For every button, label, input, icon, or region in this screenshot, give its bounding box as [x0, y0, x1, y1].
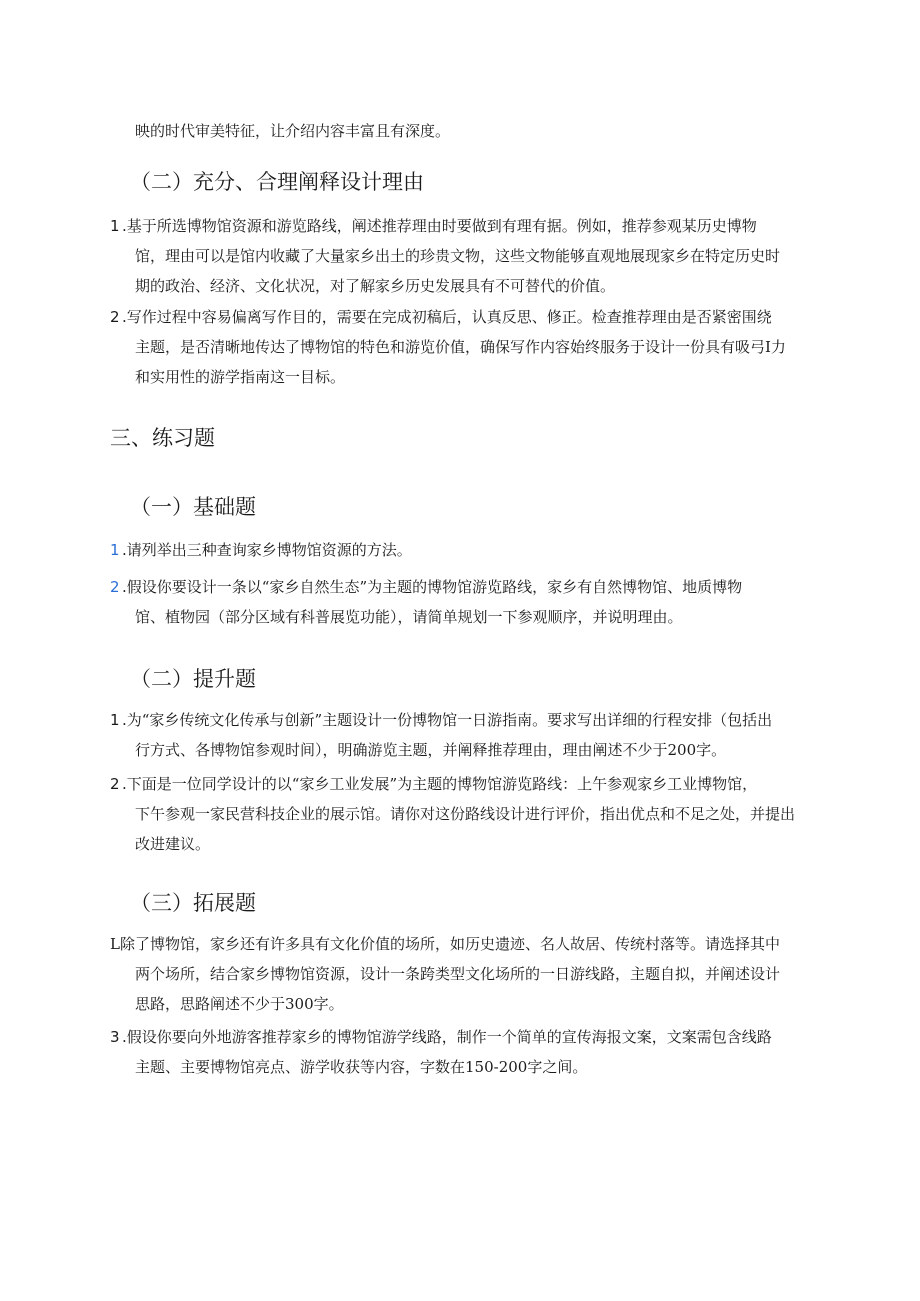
section-heading-exercises: 三、练习题: [110, 426, 215, 450]
text-line: .请列举出三种查询家乡博物馆资源的方法。: [122, 541, 412, 559]
list-item-number: 2: [110, 308, 120, 326]
text-line: 两个场所，结合家乡博物馆资源，设计一条跨类型文化场所的一日游线路，主题自拟，并阐述设计: [135, 965, 781, 983]
text-line: 和实用性的游学指南这一目标。: [135, 368, 346, 386]
subsection-heading-extension: （三）拓展题: [130, 891, 256, 915]
text-line: 馆，理由可以是馆内收藏了大量家乡出土的珍贵文物，这些文物能够直观地展现家乡在特定历史时: [135, 247, 781, 265]
list-item-number: 1: [110, 217, 120, 235]
text-line: 行方式、各博物馆参观时间），明确游览主题，并阐释推荐理由，理由阐述不少于200字。: [135, 741, 727, 759]
list-item-number: 1: [110, 711, 120, 729]
text-line: .写作过程中容易偏离写作目的，需要在完成初稿后，认真反思、修正。检查推荐理由是否紧密围绕: [122, 308, 772, 326]
text-line: 主题、主要博物馆亮点、游学收获等内容，字数在150-200字之间。: [135, 1058, 588, 1076]
list-item-text: [122, 572, 742, 632]
subsection-heading-basic: （一）基础题: [130, 495, 256, 519]
list-item-number: 2: [110, 775, 120, 793]
text-line: 期的政治、经济、文化状况，对了解家乡历史发展具有不可替代的价值。: [135, 277, 616, 295]
text-line: .基于所选博物馆资源和游览路线，阐述推荐理由时要做到有理有据。例如，推荐参观某历史博物: [122, 217, 757, 235]
list-item-text: [122, 769, 795, 859]
list-item-text: [122, 535, 412, 565]
list-item-text: [122, 302, 786, 392]
text-line: L除了博物馆，家乡还有许多具有文化价值的场所，如历史遗迹、名人故居、传统村落等。请选择其中: [110, 935, 780, 953]
list-item-text: [122, 1022, 772, 1082]
list-item-text: [122, 705, 772, 765]
list-item-number: 3: [110, 1028, 120, 1046]
list-item-text: [110, 929, 780, 1019]
list-item-number: 1: [110, 541, 120, 559]
text-line: 思路，思路阐述不少于300字。: [135, 995, 344, 1013]
intro-tail-text: 映的时代审美特征，让介绍内容丰富且有深度。: [135, 122, 451, 140]
text-line: 改进建议。: [135, 835, 211, 853]
text-line: .为“家乡传统文化传承与创新”主题设计一份博物馆一日游指南。要求写出详细的行程安排（包括出: [122, 711, 773, 729]
section-heading-design-reasons: （二）充分、合理阐释设计理由: [130, 170, 424, 194]
text-line: 下午参观一家民营科技企业的展示馆。请你对这份路线设计进行评价，指出优点和不足之处，并提出: [135, 805, 796, 823]
list-item-text: [122, 211, 780, 301]
subsection-heading-advanced: （二）提升题: [130, 667, 256, 691]
text-line: 主题，是否清晰地传达了博物馆的特色和游览价值，确保写作内容始终服务于设计一份具有吸弓I力: [135, 338, 786, 356]
text-line: 馆、植物园（部分区域有科普展览功能），请简单规划一下参观顺序，并说明理由。: [135, 608, 683, 626]
list-item-number: 2: [110, 578, 120, 596]
text-line: .假设你要向外地游客推荐家乡的博物馆游学线路，制作一个简单的宣传海报文案，文案需包含线路: [122, 1028, 772, 1046]
text-line: .下面是一位同学设计的以“家乡工业发展”为主题的博物馆游览路线：上午参观家乡工业博物馆，: [122, 775, 758, 793]
text-line: .假设你要设计一条以“家乡自然生态”为主题的博物馆游览路线，家乡有自然博物馆、地质博物: [122, 578, 743, 596]
